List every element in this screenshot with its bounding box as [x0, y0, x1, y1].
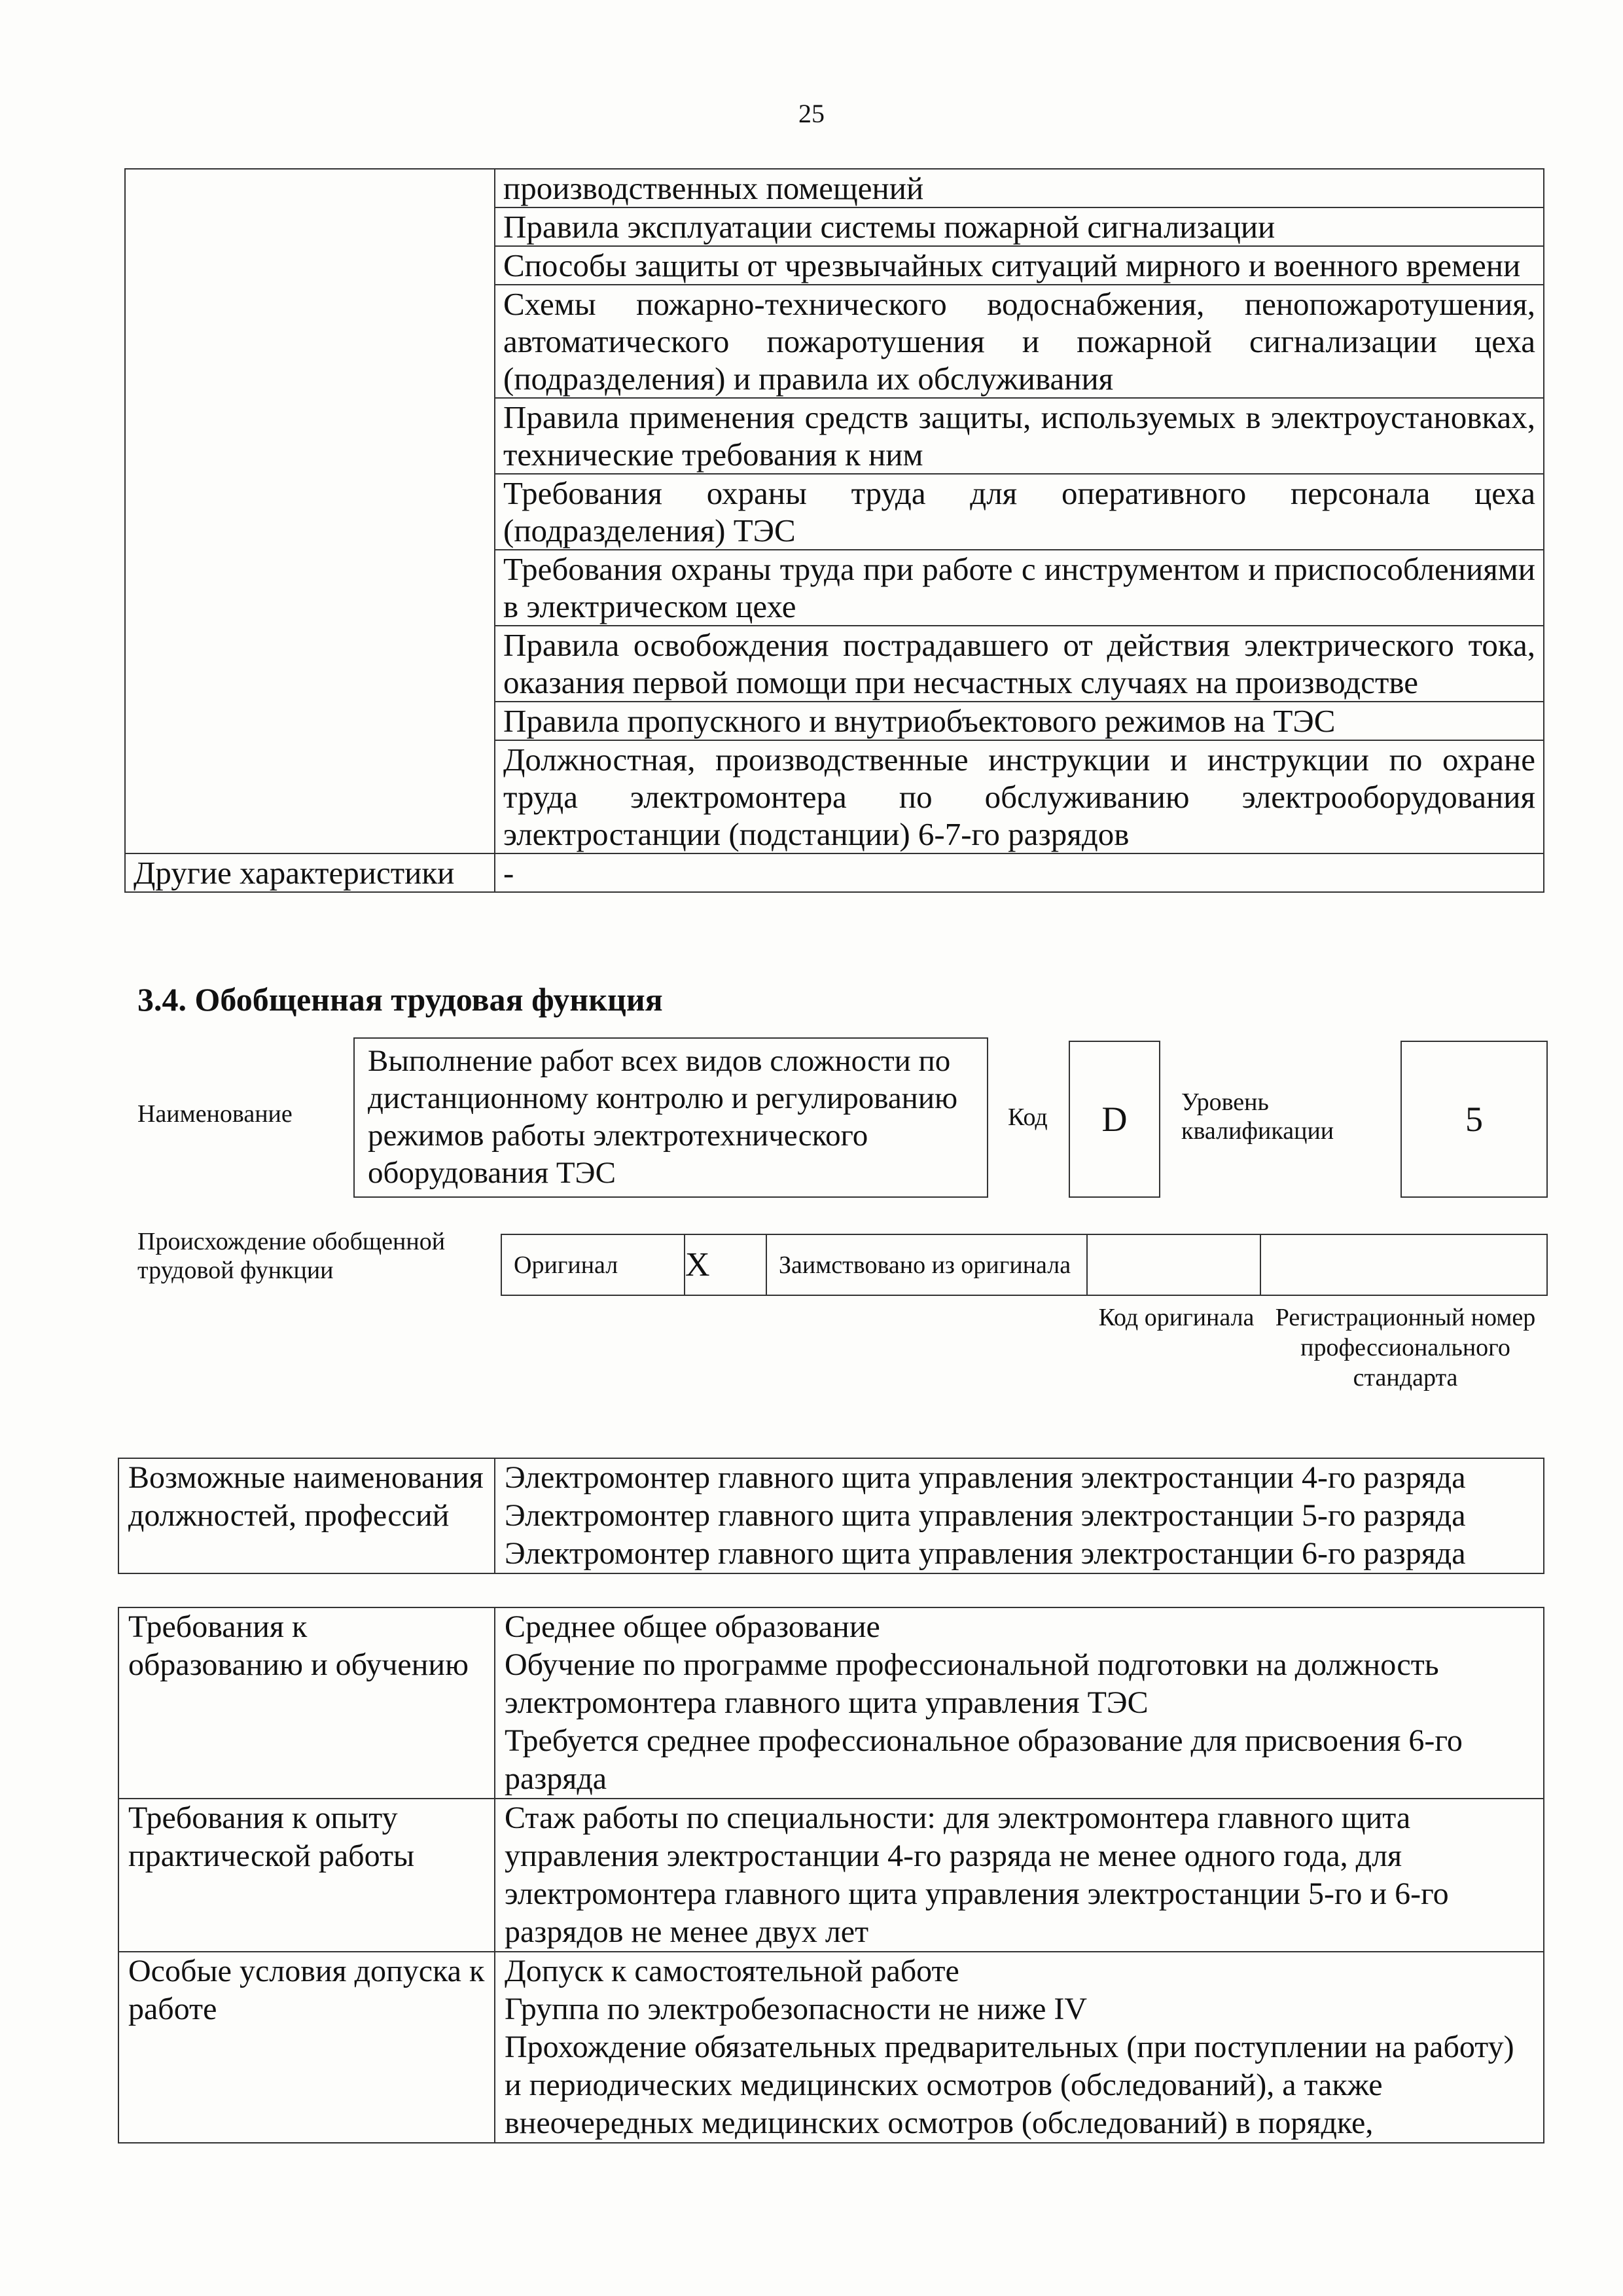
admission-label: Особые условия допуска к работе: [118, 1952, 495, 2143]
list-item: Среднее общее образование: [505, 1609, 880, 1644]
education-label: Требования к образованию и обучению: [118, 1607, 495, 1799]
level-label: Уровень квалификации: [1181, 1088, 1334, 1145]
level-value-box: 5: [1400, 1041, 1548, 1198]
name-label: Наименование: [137, 1100, 293, 1128]
knowledge-table: [124, 168, 1544, 893]
table-cell: Способы защиты от чрезвычайных ситуаций мирного и военного времени: [495, 246, 1544, 285]
code-original-caption: Код оригинала: [1098, 1304, 1255, 1331]
list-item: Требуется среднее профессиональное образование для присвоения 6-го разряда: [505, 1723, 1463, 1796]
list-item: Допуск к самостоятельной работе: [505, 1954, 959, 1988]
table-cell: Требования охраны труда для оперативного персонала цеха (подразделения) ТЭС: [495, 474, 1544, 550]
experience-label: Требования к опыту практической работы: [118, 1799, 495, 1952]
requirements-table: [118, 1607, 1544, 2144]
other-characteristics-value: -: [495, 853, 1544, 892]
original-code-cell: [1087, 1234, 1260, 1295]
origin-table: [501, 1234, 1548, 1296]
origin-label: Происхождение обобщенной трудовой функции: [137, 1228, 446, 1284]
list-item: Электромонтер главного щита управления электростанции 6-го разряда: [505, 1536, 1466, 1571]
table-cell: Правила применения средств защиты, используемых в электроустановках, технические требования к ним: [495, 398, 1544, 474]
table-cell: Правила освобождения пострадавшего от действия электрического тока, оказания первой помощи при несчастных случаях на производстве: [495, 626, 1544, 702]
table-row: [501, 1234, 1547, 1295]
experience-value: [495, 1799, 1544, 1952]
original-label: Оригинал: [501, 1234, 685, 1295]
table-row: [125, 169, 1544, 207]
table-row: [118, 1952, 1544, 2143]
admission-value: [495, 1952, 1544, 2143]
positions-list: [495, 1458, 1544, 1573]
registration-number-cell: [1260, 1234, 1547, 1295]
table-row: [118, 1607, 1544, 1799]
original-mark: X: [685, 1234, 766, 1295]
table-cell: Схемы пожарно-технического водоснабжения, пенопожаротушения, автоматического пожаротушения и пожарной сигнализации цеха (подразделения) и правила их обслуживания: [495, 285, 1544, 398]
list-item: Группа по электробезопасности не ниже IV: [505, 1992, 1088, 2026]
table-cell: Правила эксплуатации системы пожарной сигнализации: [495, 207, 1544, 246]
education-value: [495, 1607, 1544, 1799]
table-cell: Требования охраны труда при работе с инструментом и приспособлениями в электрическом цехе: [495, 550, 1544, 626]
code-label: Код: [1008, 1103, 1048, 1131]
registration-number-caption: Регистрационный номер профессионального стандарта: [1275, 1304, 1536, 1391]
section-heading: 3.4. Обобщенная трудовая функция: [137, 981, 663, 1018]
table-cell: Должностная, производственные инструкции и инструкции по охране труда электромонтера по обслуживанию электрооборудования электростанции (подстанции) 6-7-го разрядов: [495, 740, 1544, 853]
table-cell-empty: [125, 169, 495, 853]
list-item: Прохождение обязательных предварительных (при поступлении на работу) и периодических медицинских осмотров (обследований), а также внеочередных медицинских осмотров (обследований) в порядке,: [505, 2030, 1514, 2140]
list-item: Электромонтер главного щита управления электростанции 4-го разряда: [505, 1460, 1466, 1495]
table-cell: Правила пропускного и внутриобъектового режимов на ТЭС: [495, 702, 1544, 740]
list-item: Стаж работы по специальности: для электромонтера главного щита управления электростанции 4-го разряда не менее одного года, для электромонтера главного щита управления электростанции 5-го и 6-го разрядов не менее двух лет: [505, 1801, 1449, 1949]
code-value-box: D: [1069, 1041, 1160, 1198]
list-item: Электромонтер главного щита управления электростанции 5-го разряда: [505, 1498, 1466, 1533]
borrowed-label: Заимствовано из оригинала: [766, 1234, 1087, 1295]
other-characteristics-label: Другие характеристики: [125, 853, 495, 892]
table-row: [118, 1799, 1544, 1952]
page-number: 25: [798, 99, 825, 128]
table-row: [118, 1458, 1544, 1573]
positions-table: [118, 1458, 1544, 1574]
table-cell: производственных помещений: [495, 169, 1544, 207]
list-item: Обучение по программе профессиональной подготовки на должность электромонтера главного щита управления ТЭС: [505, 1647, 1439, 1720]
positions-label: Возможные наименования должностей, профессий: [118, 1458, 495, 1573]
table-row: [125, 853, 1544, 892]
name-value-box: Выполнение работ всех видов сложности по дистанционному контролю и регулированию режимов работы электротехнического оборудования ТЭС: [353, 1037, 988, 1198]
